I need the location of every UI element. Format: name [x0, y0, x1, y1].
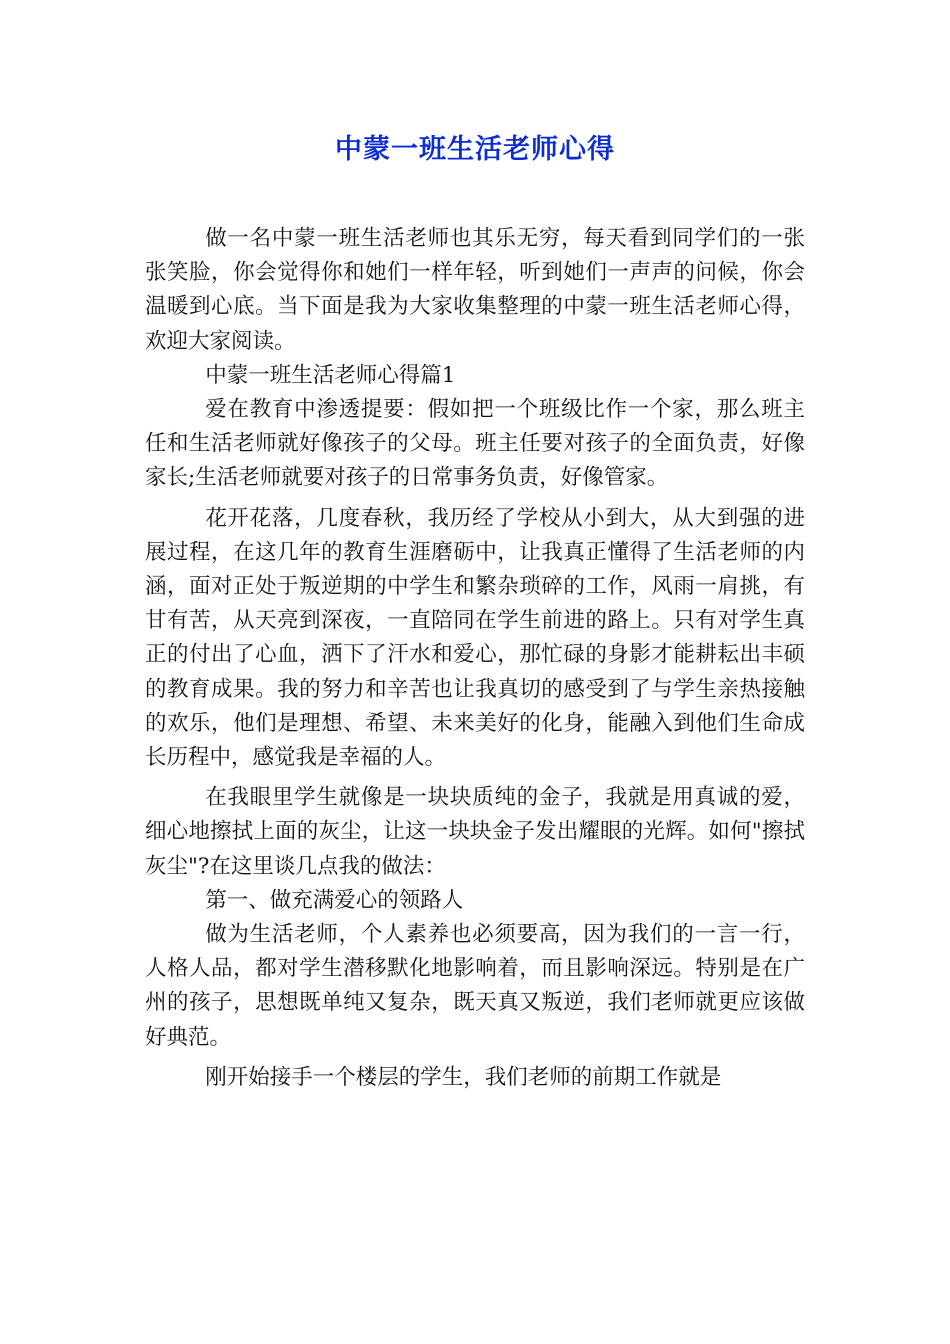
paragraph-intro: 做一名中蒙一班生活老师也其乐无穷，每天看到同学们的一张张笑脸，你会觉得你和她们一样年轻，听到她们一声声的问候，你会温暖到心底。当下面是我为大家收集整理的中蒙一班生活老师心得，欢迎大家阅读。	[145, 226, 805, 354]
document-body	[145, 222, 805, 1095]
paragraph: 花开花落，几度春秋，我历经了学校从小到大，从大到强的进展过程，在这几年的教育生涯磨砺中，让我真正懂得了生活老师的内涵，面对正处于叛逆期的中学生和繁杂琐碎的工作，风雨一肩挑，有甘有苦，从天亮到深夜，一直陪同在学生前进的路上。只有对学生真正的付出了心血，洒下了汗水和爱心，那忙碌的身影才能耕耘出丰硕的教育成果。我的努力和辛苦也让我真切的感受到了与学生亲热接触的欢乐，他们是理想、希望、未来美好的化身，能融入到他们生命成长历程中，感觉我是幸福的人。	[145, 505, 805, 771]
paragraph: 做为生活老师，个人素养也必须要高，因为我们的一言一行，人格人品，都对学生潜移默化地影响着，而且影响深远。特别是在广州的孩子，思想既单纯又复杂，既天真又叛逆，我们老师就更应该做好典范。	[145, 922, 805, 1050]
paragraph: 在我眼里学生就像是一块块质纯的金子，我就是用真诚的爱，细心地擦拭上面的灰尘，让这一块块金子发出耀眼的光辉。如何"擦拭灰尘"?在这里谈几点我的做法：	[145, 785, 805, 879]
paragraph: 爱在教育中渗透提要：假如把一个班级比作一个家，那么班主任和生活老师就好像孩子的父母。班主任要对孩子的全面负责，好像家长;生活老师就要对孩子的日常事务负责，好像管家。	[145, 397, 805, 491]
section-heading: 中蒙一班生活老师心得篇1	[205, 362, 456, 388]
paragraph: 刚开始接手一个楼层的学生，我们老师的前期工作就是	[205, 1064, 722, 1090]
subheading: 第一、做充满爱心的领路人	[205, 887, 464, 913]
document-title: 中蒙一班生活老师心得	[335, 134, 615, 165]
